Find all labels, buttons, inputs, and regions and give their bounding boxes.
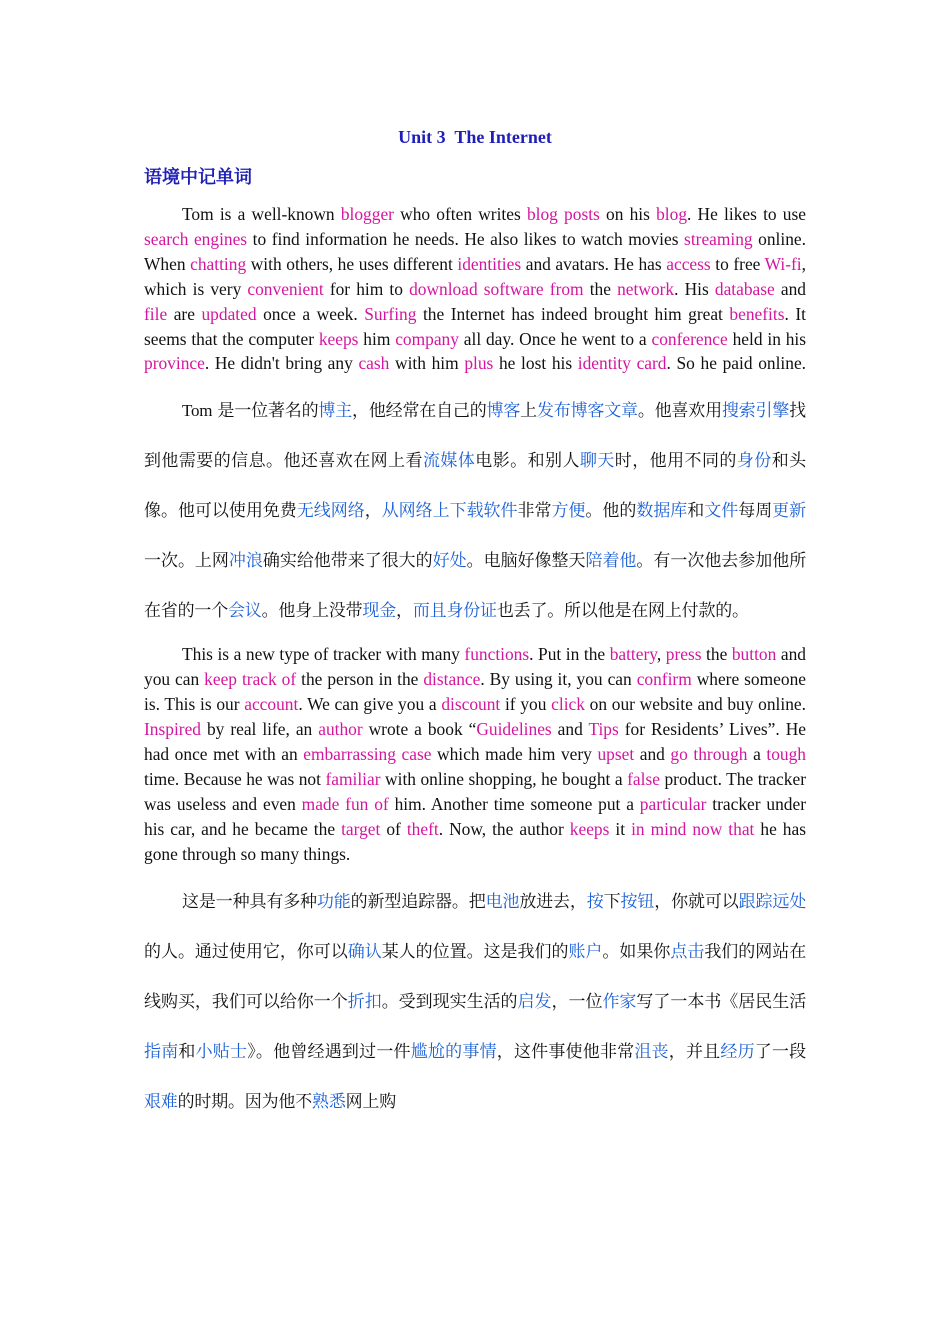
- text-run: the Internet has indeed brought him great: [416, 303, 730, 324]
- vocab-keyword: 无线网络: [296, 501, 365, 522]
- text-run: . Put in the: [529, 644, 610, 665]
- text-run: with others, he uses different: [246, 253, 458, 274]
- vocab-keyword: updated: [201, 303, 257, 324]
- text-run: ，并且: [668, 1041, 721, 1062]
- text-run: all day. Once he went to a: [458, 328, 652, 349]
- vocab-keyword: 熟悉: [312, 1091, 346, 1112]
- text-run: 放进去，: [519, 891, 587, 912]
- text-run: to find information he needs. He also likes to watch movies: [247, 228, 685, 249]
- vocab-keyword: author: [318, 719, 363, 740]
- vocab-keyword: 点击: [670, 941, 705, 962]
- text-run: . He didn't bring any: [204, 353, 359, 374]
- text-run: to free: [710, 253, 765, 274]
- vocab-keyword: 启发: [517, 991, 552, 1012]
- vocab-keyword: network: [617, 278, 675, 299]
- text-run: 上: [520, 401, 537, 422]
- document-content: [144, 122, 806, 1127]
- text-run: 。如果你: [602, 941, 671, 962]
- vocab-keyword: cash: [358, 353, 390, 374]
- text-run: him. Another time someone put a: [388, 793, 640, 814]
- text-run: 找到他需要的信息。他还喜欢在网上看: [144, 401, 806, 472]
- text-run: of: [380, 818, 407, 839]
- text-run: he has gone through so many things.: [144, 818, 806, 864]
- vocab-keyword: Surfing: [364, 303, 417, 324]
- vocab-keyword: 发布博客文章: [536, 401, 638, 422]
- text-run: ，他经常在自己的: [352, 401, 487, 422]
- vocab-keyword: distance: [423, 669, 481, 690]
- text-run: 电影。和别人: [475, 451, 580, 472]
- vocab-keyword: streaming: [684, 228, 753, 249]
- vocab-keyword: keeps: [318, 328, 359, 349]
- text-run: 时，他用不同的: [614, 451, 737, 472]
- vocab-keyword: account: [244, 694, 299, 715]
- text-run: 》。他曾经遇到过一件: [247, 1041, 411, 1062]
- text-run: 我们的网站在线购买，我们可以给你一个: [144, 941, 806, 1012]
- vocab-keyword: 更新: [772, 501, 806, 522]
- text-run: 。他身上没带: [261, 601, 363, 622]
- text-run: which made him very: [431, 743, 598, 764]
- text-run: are: [167, 303, 202, 324]
- vocab-keyword: 方便: [551, 501, 586, 522]
- vocab-keyword: functions: [464, 644, 530, 665]
- text-run: who often writes: [393, 204, 527, 224]
- vocab-keyword: company: [395, 328, 459, 349]
- text-run: if you: [500, 694, 552, 715]
- text-run: 。电脑好像整天: [466, 551, 586, 572]
- vocab-keyword: familiar: [325, 768, 381, 789]
- text-run: on our website and buy online.: [584, 694, 806, 715]
- vocab-keyword: province: [144, 353, 205, 374]
- text-run: 的新型追踪器。把: [350, 891, 486, 912]
- unit-title: Unit 3 The Internet: [398, 127, 552, 147]
- text-run: 了一段: [754, 1041, 806, 1062]
- vocab-keyword: press: [665, 644, 702, 665]
- vocab-keyword: Inspired: [144, 719, 201, 740]
- vocab-keyword: Tips: [588, 719, 619, 740]
- vocab-keyword: 会议: [228, 601, 262, 622]
- vocab-keyword: 博主: [318, 401, 353, 422]
- text-run: 每周: [738, 501, 773, 522]
- vocab-keyword: 折扣: [347, 991, 382, 1012]
- text-run: 这是一种具有多种: [182, 891, 317, 912]
- chinese-paragraph-2: [144, 877, 806, 1127]
- vocab-keyword: 搜索引擎: [721, 401, 790, 422]
- text-run: ,: [656, 644, 666, 665]
- vocab-keyword: 流媒体: [422, 451, 476, 472]
- text-run: . By using it, you can: [480, 669, 637, 690]
- vocab-keyword: Wi-fi: [764, 253, 802, 274]
- vocab-keyword: embarrassing case: [303, 743, 432, 764]
- vocab-keyword: 沮丧: [634, 1041, 669, 1062]
- text-run: 一次。上网: [144, 551, 229, 572]
- text-run: Tom: [182, 401, 213, 421]
- vocab-keyword: 而且身份证: [412, 601, 497, 622]
- vocab-keyword: click: [551, 694, 585, 715]
- text-run: 。他喜欢用: [637, 401, 722, 422]
- vocab-keyword: download software from: [409, 278, 584, 299]
- vocab-keyword: false: [627, 768, 660, 789]
- vocab-keyword: keeps: [569, 818, 610, 839]
- vocab-keyword: 聊天: [579, 451, 615, 472]
- vocab-keyword: database: [714, 278, 775, 299]
- vocab-keyword: 指南: [144, 1041, 179, 1062]
- vocab-keyword: in mind now that: [631, 818, 755, 839]
- text-run: and: [774, 278, 806, 299]
- text-run: for him to: [323, 278, 410, 299]
- text-run: 非常: [517, 501, 552, 522]
- vocab-keyword: discount: [441, 694, 501, 715]
- text-run: 。有一次他去参加他所在省的一个: [144, 551, 807, 622]
- vocab-keyword: 身份: [736, 451, 772, 472]
- text-run: the person in the: [296, 669, 424, 690]
- text-run: ，一位: [551, 991, 603, 1012]
- vocab-keyword: 确认: [347, 941, 382, 962]
- text-run: online. When: [144, 228, 806, 274]
- vocab-keyword: 小贴士: [195, 1041, 248, 1062]
- vocab-keyword: battery: [609, 644, 657, 665]
- vocab-keyword: 按钮: [620, 891, 655, 912]
- text-run: he lost his: [493, 353, 578, 374]
- vocab-keyword: confirm: [636, 669, 692, 690]
- text-run: 网上购: [345, 1091, 397, 1112]
- vocab-keyword: 文件: [704, 501, 739, 522]
- english-paragraph-1: [144, 202, 806, 376]
- text-run: 。受到现实生活的: [381, 991, 518, 1012]
- vocab-keyword: 数据库: [636, 501, 688, 522]
- text-run: ，这件事使他非常: [496, 1041, 635, 1062]
- text-run: . It seems that the computer: [144, 303, 806, 349]
- text-run: on his: [599, 204, 657, 224]
- text-run: 和: [687, 501, 705, 522]
- vocab-keyword: made fun of: [301, 793, 389, 814]
- vocab-keyword: 从网络上下载软件: [381, 501, 518, 522]
- vocab-keyword: plus: [464, 353, 494, 374]
- text-run: , which is very: [144, 253, 806, 299]
- vocab-keyword: chatting: [190, 253, 247, 274]
- vocab-keyword: file: [144, 303, 168, 324]
- text-run: and: [634, 743, 671, 764]
- text-run: ，: [396, 601, 413, 622]
- vocab-keyword: Guidelines: [476, 719, 552, 740]
- text-run: him: [358, 328, 396, 349]
- text-run: and: [551, 719, 589, 740]
- text-run: 的人。通过使用它，你可以: [144, 941, 348, 962]
- vocab-keyword: 好处: [432, 551, 467, 572]
- text-run: This is a new type of tracker with many: [182, 644, 465, 665]
- vocab-keyword: 陪着他: [585, 551, 637, 572]
- text-run: 是一位著名的: [212, 401, 319, 422]
- text-run: . Now, the author: [438, 818, 570, 839]
- vocab-keyword: 冲浪: [228, 551, 263, 572]
- vocab-keyword: keep track of: [204, 669, 297, 690]
- text-run: a: [747, 743, 767, 764]
- vocab-keyword: blogger: [340, 204, 394, 224]
- vocab-keyword: conference: [651, 328, 728, 349]
- english-paragraph-2: [144, 642, 806, 866]
- text-run: 和头像。他可以使用免费: [144, 451, 806, 522]
- text-run: where someone is. This is our: [144, 669, 806, 715]
- text-run: . So he paid online.: [666, 353, 807, 374]
- text-run: by real life, an: [201, 719, 319, 740]
- text-run: wrote a book “: [362, 719, 477, 740]
- vocab-keyword: 按: [586, 891, 604, 912]
- vocab-keyword: blog posts: [526, 204, 600, 224]
- vocab-keyword: search engines: [144, 228, 248, 249]
- vocab-keyword: tough: [766, 743, 806, 764]
- text-run: time. Because he was not: [144, 768, 326, 789]
- text-run: tracker under his car, and he became the: [144, 793, 806, 839]
- chinese-paragraph-1: [144, 386, 806, 636]
- text-run: product. The tracker was useless and even: [144, 768, 806, 814]
- text-run: . He likes to use: [687, 204, 806, 224]
- text-run: ，你就可以: [654, 891, 739, 912]
- text-run: the: [701, 644, 732, 665]
- text-run: it: [609, 818, 632, 839]
- vocab-keyword: 电池: [485, 891, 520, 912]
- text-run: . His: [674, 278, 715, 299]
- text-run: Tom is a well-known: [182, 204, 341, 224]
- text-run: and you can: [144, 644, 806, 690]
- text-run: with online shopping, he bought a: [380, 768, 628, 789]
- vocab-keyword: blog: [656, 204, 688, 224]
- vocab-keyword: upset: [597, 743, 635, 764]
- vocab-keyword: 现金: [362, 601, 397, 622]
- vocab-keyword: access: [666, 253, 711, 274]
- text-run: . We can give you a: [298, 694, 442, 715]
- vocab-keyword: 艰难: [144, 1091, 178, 1112]
- vocab-keyword: 跟踪远处: [738, 891, 806, 912]
- text-run: 的时期。因为他不: [177, 1091, 313, 1112]
- text-run: and avatars. He has: [521, 253, 667, 274]
- text-run: once a week.: [256, 303, 365, 324]
- text-run: the: [583, 278, 618, 299]
- text-run: 和: [178, 1041, 196, 1062]
- vocab-keyword: 功能: [316, 891, 351, 912]
- text-run: 下: [603, 891, 621, 912]
- vocab-keyword: theft: [406, 818, 439, 839]
- text-run: 确实给他带来了很大的: [262, 551, 433, 572]
- vocab-keyword: convenient: [247, 278, 324, 299]
- section-heading: 语境中记单词: [144, 167, 252, 188]
- vocab-keyword: target: [341, 818, 381, 839]
- vocab-keyword: identity card: [577, 353, 667, 374]
- vocab-keyword: 博客: [486, 401, 521, 422]
- vocab-keyword: go through: [670, 743, 748, 764]
- text-run: 某人的位置。这是我们的: [381, 941, 569, 962]
- text-run: 写了一本书《居民生活: [636, 991, 807, 1012]
- text-run: for Residents’ Lives”. He had once met with an: [144, 719, 806, 764]
- vocab-keyword: benefits: [729, 303, 785, 324]
- vocab-keyword: button: [731, 644, 777, 665]
- vocab-keyword: 账户: [568, 941, 603, 962]
- text-run: with him: [389, 353, 465, 374]
- text-run: ，: [364, 501, 382, 522]
- text-run: 。他的: [585, 501, 637, 522]
- text-run: held in his: [727, 328, 807, 349]
- vocab-keyword: identities: [457, 253, 522, 274]
- vocab-keyword: particular: [639, 793, 707, 814]
- vocab-keyword: 经历: [720, 1041, 755, 1062]
- text-run: 也丢了。所以他是在网上付款的。: [496, 601, 749, 622]
- vocab-keyword: 作家: [602, 991, 637, 1012]
- vocab-keyword: 尴尬的事情: [410, 1041, 497, 1062]
